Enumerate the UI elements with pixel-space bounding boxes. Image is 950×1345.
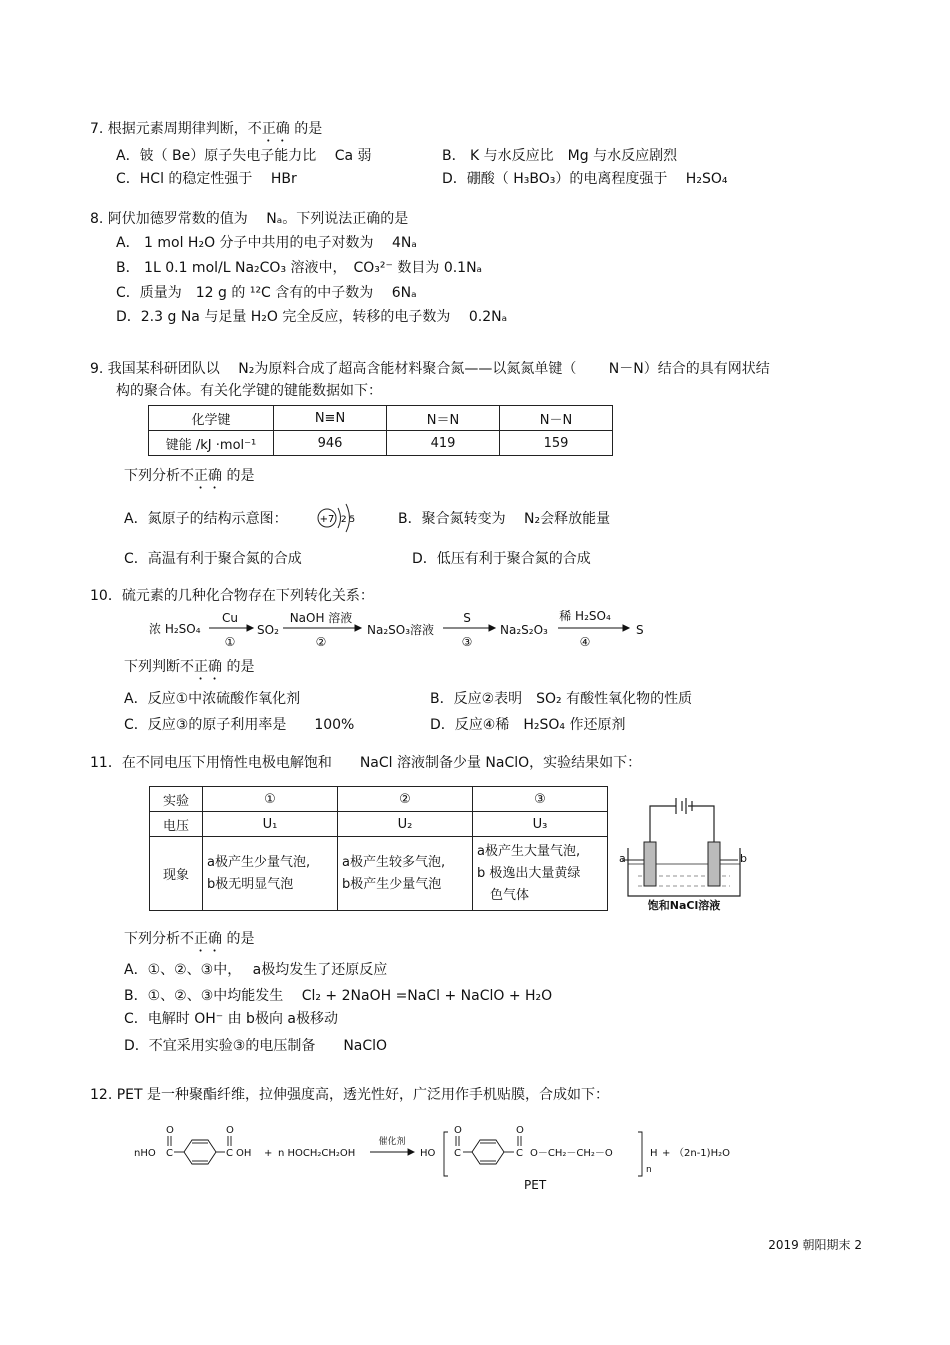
product-chain: O－CH₂－CH₂－O	[530, 1148, 613, 1159]
arrow1-number: ①	[224, 635, 236, 649]
q10-stem: 10．硫元素的几种化合物存在下列转化关系：	[90, 588, 374, 604]
q11-option-c: C．电解时 OH⁻ 由 b极向 a极移动	[124, 1011, 338, 1027]
electrode-b	[708, 842, 720, 886]
q11-stem: 11．在不同电压下用惰性电极电解饱和 NaCl 溶液制备少量 NaClO，实验结果如下：	[90, 755, 642, 771]
arrow1-reagent: Cu	[222, 611, 238, 625]
table-cell: 159	[500, 431, 613, 456]
table-header-cell: N－N	[500, 406, 613, 431]
q12-stem: 12. PET 是一种聚酯纤维，拉伸强度高，透光性好，广泛用作手机贴膜，合成如下：	[90, 1087, 610, 1103]
species-conc-h2so4: 浓 H₂SO₄	[149, 622, 201, 636]
table-header-cell: ③	[473, 787, 608, 812]
arrow2-number: ②	[315, 635, 327, 649]
q11-option-b: B．①、②、③中均能发生 Cl₂ + 2NaOH =NaCl + NaClO + H₂O	[124, 988, 553, 1004]
sulfur-conversion-scheme	[145, 608, 665, 650]
q10-option-c: C．反应③的原子利用率是 100%	[124, 717, 355, 733]
electrode-a-label: a	[619, 852, 626, 865]
q7-option-c: C．HCl 的稳定性强于 HBr	[116, 171, 297, 187]
species-na2so3: Na₂SO₃溶液	[367, 623, 435, 637]
arrow3-number: ③	[461, 635, 473, 649]
q9-stem-line1: 9. 我国某科研团队以 N₂为原料合成了超高含能材料聚合氮——以氮氮单键（ N－N）结合的具有网状结	[90, 361, 770, 377]
carbonyl-oxygen: O	[516, 1125, 524, 1136]
reactant1-prefix: nHO	[134, 1148, 156, 1159]
table-header-cell: ①	[203, 787, 338, 812]
q8-stem: 8. 阿伏加德罗常数的值为 Nₐ。下列说法正确的是	[90, 211, 409, 227]
apparatus-caption: 饱和NaCl溶液	[647, 899, 721, 912]
arrow2-reagent: NaOH 溶液	[289, 611, 353, 625]
table-cell: U₁	[203, 812, 338, 837]
table-cell: a极产生少量气泡, b极无明显气泡	[203, 837, 338, 911]
carbonyl-oxygen: O	[454, 1125, 462, 1136]
table-header-cell: N＝N	[387, 406, 500, 431]
plus-sign: +	[264, 1148, 273, 1159]
product-ho: HO	[420, 1148, 436, 1159]
carbonyl-carbon: C	[166, 1148, 173, 1159]
q10-option-d: D．反应④稀 H₂SO₄ 作还原剂	[430, 717, 626, 733]
table-header-cell: N≡N	[274, 406, 387, 431]
q9-ask: 下列分析不正确 的是	[124, 468, 255, 484]
atom-nucleus-label: +7	[319, 514, 335, 525]
table-cell: 946	[274, 431, 387, 456]
species-so2: SO₂	[257, 623, 279, 637]
q11-ask: 下列分析不正确 的是	[124, 931, 255, 947]
species-s: S	[636, 623, 644, 637]
q8-option-a: A． 1 mol H₂O 分子中共用的电子对数为 4Nₐ	[116, 235, 417, 251]
left-bracket	[444, 1132, 448, 1176]
reactant2-glycol: n HOCH₂CH₂OH	[278, 1148, 356, 1159]
q9-option-a: A．氮原子的结构示意图：	[124, 511, 288, 527]
nitrogen-atom-diagram	[316, 500, 358, 536]
table-cell: a极产生较多气泡, b极产生少量气泡	[338, 837, 473, 911]
q9-option-c: C．高温有利于聚合氮的合成	[124, 551, 302, 567]
carbonyl-carbon: C	[226, 1148, 233, 1159]
table-cell: 419	[387, 431, 500, 456]
byproduct-water: （2n-1)H₂O	[674, 1148, 730, 1159]
table-cell: 键能 /kJ ·mol⁻¹	[149, 431, 274, 456]
right-bracket	[638, 1132, 642, 1176]
q7-option-a: A．铍（ Be）原子失电子能力比 Ca 弱	[116, 148, 372, 164]
catalyst-label: 催化剂	[378, 1137, 406, 1147]
product-name-pet: PET	[524, 1178, 547, 1192]
table-header-cell: 化学键	[149, 406, 274, 431]
table-cell: 现象	[150, 837, 203, 911]
q10-ask: 下列判断不正确 的是	[124, 659, 255, 675]
table-header-cell: ②	[338, 787, 473, 812]
q8-option-d: D．2.3 g Na 与足量 H₂O 完全反应，转移的电子数为 0.2Nₐ	[116, 309, 508, 325]
benzene-ring	[472, 1140, 504, 1164]
table-header-cell: 实验	[150, 787, 203, 812]
bond-energy-table	[148, 405, 613, 456]
carbonyl-oxygen: O	[166, 1125, 174, 1136]
q11-option-a: A．①、②、③中， a极均发生了还原反应	[124, 962, 388, 978]
table-cell: a极产生大量气泡, b 极逸出大量黄绿 色气体	[473, 837, 608, 911]
table-cell: 电压	[150, 812, 203, 837]
q10-option-a: A．反应①中浓硫酸作氧化剂	[124, 691, 301, 707]
species-na2s2o3: Na₂S₂O₃	[500, 623, 548, 637]
electrolysis-table	[149, 786, 608, 911]
benzene-ring	[184, 1140, 216, 1164]
q7-stem: 7. 根据元素周期律判断，不正确 的是	[90, 121, 323, 137]
arrow4-reagent: 稀 H₂SO₄	[559, 609, 611, 623]
atom-shells-label: 2 5	[340, 515, 356, 525]
q9-option-b: B．聚合氮转变为 N₂会释放能量	[398, 511, 611, 527]
electrode-b-label: b	[740, 852, 747, 865]
plus-sign: +	[662, 1148, 671, 1159]
table-cell: U₃	[473, 812, 608, 837]
product-end-h: H	[650, 1148, 658, 1159]
carbonyl-carbon: C	[516, 1148, 523, 1159]
repeat-count: n	[646, 1165, 652, 1175]
q10-option-b: B．反应②表明 SO₂ 有酸性氧化物的性质	[430, 691, 693, 707]
q8-option-b: B． 1L 0.1 mol/L Na₂CO₃ 溶液中， CO₃²⁻ 数目为 0.1Nₐ	[116, 260, 483, 276]
arrow4-number: ④	[579, 635, 591, 649]
q9-stem-line2: 构的聚合体。有关化学键的键能数据如下：	[116, 383, 382, 399]
carbonyl-oxygen: O	[226, 1125, 234, 1136]
q7-option-b: B． K 与水反应比 Mg 与水反应剧烈	[442, 148, 678, 164]
pet-synthesis-equation	[132, 1118, 742, 1198]
electrolysis-apparatus	[616, 796, 752, 914]
q7-option-d: D．硼酸（ H₃BO₃）的电离程度强于 H₂SO₄	[442, 171, 728, 187]
carbonyl-carbon: C	[454, 1148, 461, 1159]
table-cell: U₂	[338, 812, 473, 837]
q8-option-c: C．质量为 12 g 的 ¹²C 含有的中子数为 6Nₐ	[116, 285, 417, 301]
electrode-a	[644, 842, 656, 886]
q11-option-d: D．不宜采用实验③的电压制备 NaClO	[124, 1038, 388, 1054]
arrow3-reagent: S	[463, 611, 471, 625]
hydroxyl-group: OH	[236, 1148, 252, 1159]
q9-option-d: D．低压有利于聚合氮的合成	[412, 551, 591, 567]
page-footer: 2019 朝阳期末 2	[768, 1238, 862, 1252]
